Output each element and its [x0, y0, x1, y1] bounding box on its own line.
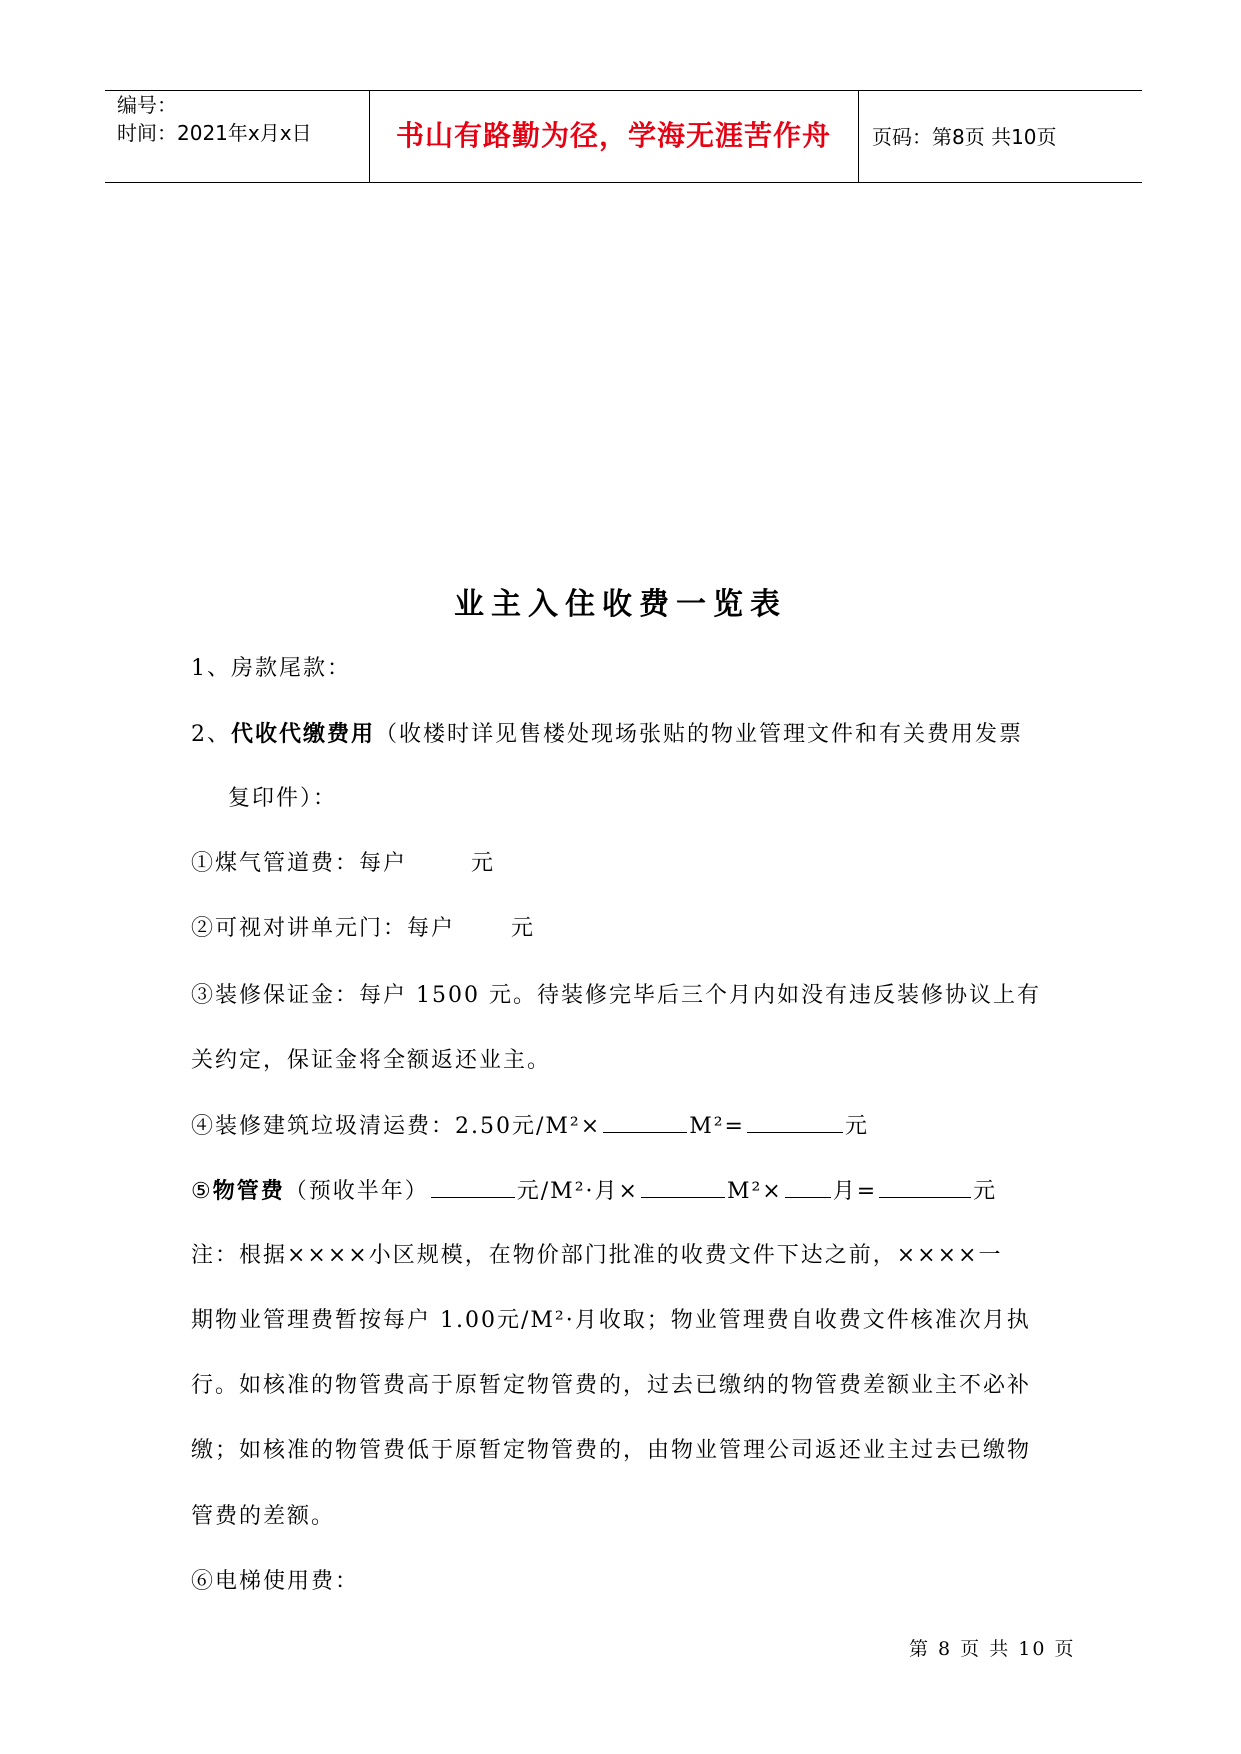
time-label: 时间：2021年x月x日 [117, 121, 312, 145]
months-blank [785, 1175, 831, 1198]
intercom-fee [191, 914, 535, 944]
intercom-fee-unit: 元 [511, 916, 536, 941]
mgmt-rate-unit: 元/M²·月× [516, 1179, 639, 1204]
note-line-4: 缴；如核准的物管费低于原暂定物管费的，由物业管理公司返还业主过去已缴物 [191, 1438, 1032, 1463]
item-text: （收楼时详见售楼处现场张贴的物业管理文件和有关费用发票 [375, 722, 1024, 747]
mgmt-area-unit: M²× [726, 1179, 783, 1204]
note-line-3: 行。如核准的物管费高于原暂定物管费的，过去已缴纳的物管费差额业主不必补 [191, 1373, 1032, 1398]
item-house-balance: 1、房款尾款： [191, 656, 351, 681]
gas-pipe-fee-unit: 元 [471, 851, 496, 876]
header-motto: 书山有路勤为径，学海无涯苦作舟 [395, 119, 831, 152]
serial-label: 编号： [117, 93, 177, 117]
note-line-5: 管费的差额。 [191, 1504, 336, 1529]
intercom-fee-label: ②可视对讲单元门：每户 [191, 916, 456, 941]
note-line-1: 注：根据××××小区规模，在物价部门批准的收费文件下达之前，××××一 [191, 1243, 1003, 1268]
garbage-fee-mid: M²= [689, 1114, 745, 1139]
garbage-fee-label: ④装修建筑垃圾清运费：2.50元/M²× [191, 1114, 602, 1139]
header-bottom-rule [105, 182, 1142, 183]
item-agency-fees [191, 720, 1023, 750]
page-footer: 第 8 页 共 10 页 [909, 1638, 1076, 1660]
mgmt-unit: 元 [973, 1179, 998, 1204]
area-blank [641, 1175, 725, 1198]
elevator-fee: ⑥电梯使用费： [191, 1569, 360, 1594]
total-blank [747, 1110, 843, 1133]
management-fee [191, 1175, 997, 1207]
mgmt-number: ⑤ [191, 1179, 213, 1204]
gas-pipe-fee [191, 849, 495, 879]
garbage-removal-fee [191, 1110, 869, 1142]
header-divider-right [858, 90, 859, 182]
note-line-2: 期物业管理费暂按每户 1.00元/M²·月收取；物业管理费自收费文件核准次月执 [191, 1308, 1031, 1333]
item-heading: 代收代缴费用 [231, 722, 376, 747]
mgmt-paren: （预收半年） [284, 1179, 429, 1204]
header-top-rule [105, 90, 1142, 91]
mgmt-heading: 物管费 [212, 1179, 285, 1204]
garbage-fee-unit: 元 [844, 1114, 869, 1139]
renovation-deposit-line-1: ③装修保证金：每户 1500 元。待装修完毕后三个月内如没有违反装修协议上有 [191, 983, 1041, 1008]
mgmt-month-unit: 月= [832, 1179, 878, 1204]
gas-pipe-fee-label: ①煤气管道费：每户 [191, 851, 408, 876]
renovation-deposit-line-2: 关约定，保证金将全额返还业主。 [191, 1048, 552, 1073]
item-agency-fees-cont: 复印件）： [228, 786, 338, 811]
rate-blank [431, 1175, 515, 1198]
item-number: 2、 [191, 722, 231, 747]
area-blank [603, 1110, 687, 1133]
page-title: 业主入住收费一览表 [454, 587, 787, 622]
total-blank [879, 1175, 971, 1198]
header-page-info: 页码：第8页 共10页 [872, 125, 1057, 149]
